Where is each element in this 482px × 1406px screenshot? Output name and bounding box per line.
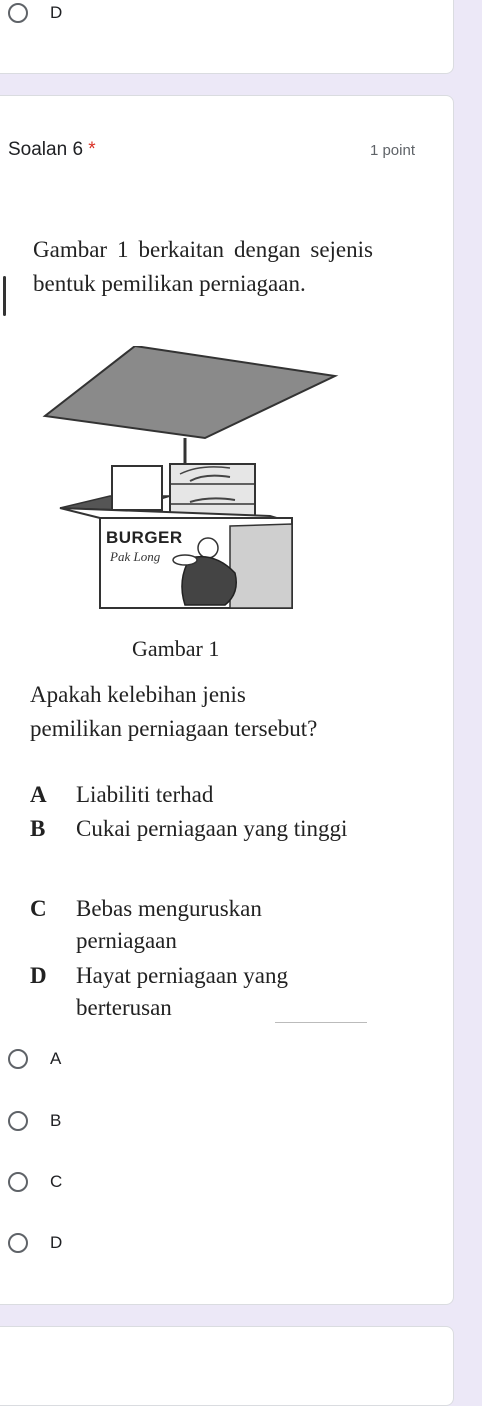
option-letter: C: [30, 896, 47, 921]
printed-option-d: [30, 960, 356, 1024]
previous-question-card: [0, 0, 454, 74]
radio-button[interactable]: [8, 1172, 28, 1192]
figure-caption: Gambar 1: [132, 636, 220, 661]
sign-burger: BURGER: [106, 528, 183, 547]
choice-label: C: [50, 1172, 63, 1191]
question-title: [8, 139, 96, 161]
option-letter: B: [30, 816, 46, 841]
choice-label: D: [50, 3, 63, 22]
choice-label: D: [50, 1233, 63, 1252]
printed-option-b: [30, 813, 356, 845]
choice-b[interactable]: [8, 1111, 61, 1131]
choice-label: A: [50, 1049, 62, 1068]
option-text: Bebas menguruskan perniagaan: [76, 896, 262, 953]
question-intro: Gambar 1 berkaitan dengan sejenis bentuk pemilikan perniagaan.: [33, 237, 373, 296]
page-fold-mark: [3, 276, 6, 316]
option-text: Hayat perniagaan yang berterusan: [76, 963, 289, 1020]
radio-button[interactable]: [8, 1049, 28, 1069]
next-question-card: [0, 1326, 454, 1406]
required-asterisk: *: [88, 139, 96, 160]
option-text: Liabiliti terhad: [76, 782, 214, 807]
image-divider-line: [275, 1022, 367, 1023]
choice-c[interactable]: [8, 1172, 62, 1192]
option-letter: A: [30, 782, 47, 807]
question-prompt: Apakah kelebihan jenis pemilikan perniagaan tersebut?: [30, 682, 318, 741]
burger-stall-illustration: [40, 346, 340, 621]
choice-a[interactable]: [8, 1049, 61, 1069]
option-letter: D: [30, 963, 47, 988]
question-card: [0, 95, 454, 1305]
printed-option-c: [30, 893, 356, 957]
points-label: 1 point: [369, 142, 415, 159]
option-text: Cukai perniagaan yang tinggi: [76, 816, 348, 841]
radio-button[interactable]: [8, 3, 28, 23]
choice-d-prev[interactable]: [8, 3, 62, 23]
choice-d[interactable]: [8, 1233, 62, 1253]
radio-button[interactable]: [8, 1111, 28, 1131]
choice-label: B: [50, 1111, 62, 1130]
question-title-text: Soalan 6: [8, 139, 84, 160]
sign-pak-long: Pak Long: [110, 549, 161, 564]
radio-button[interactable]: [8, 1233, 28, 1253]
printed-option-a: [30, 779, 356, 811]
